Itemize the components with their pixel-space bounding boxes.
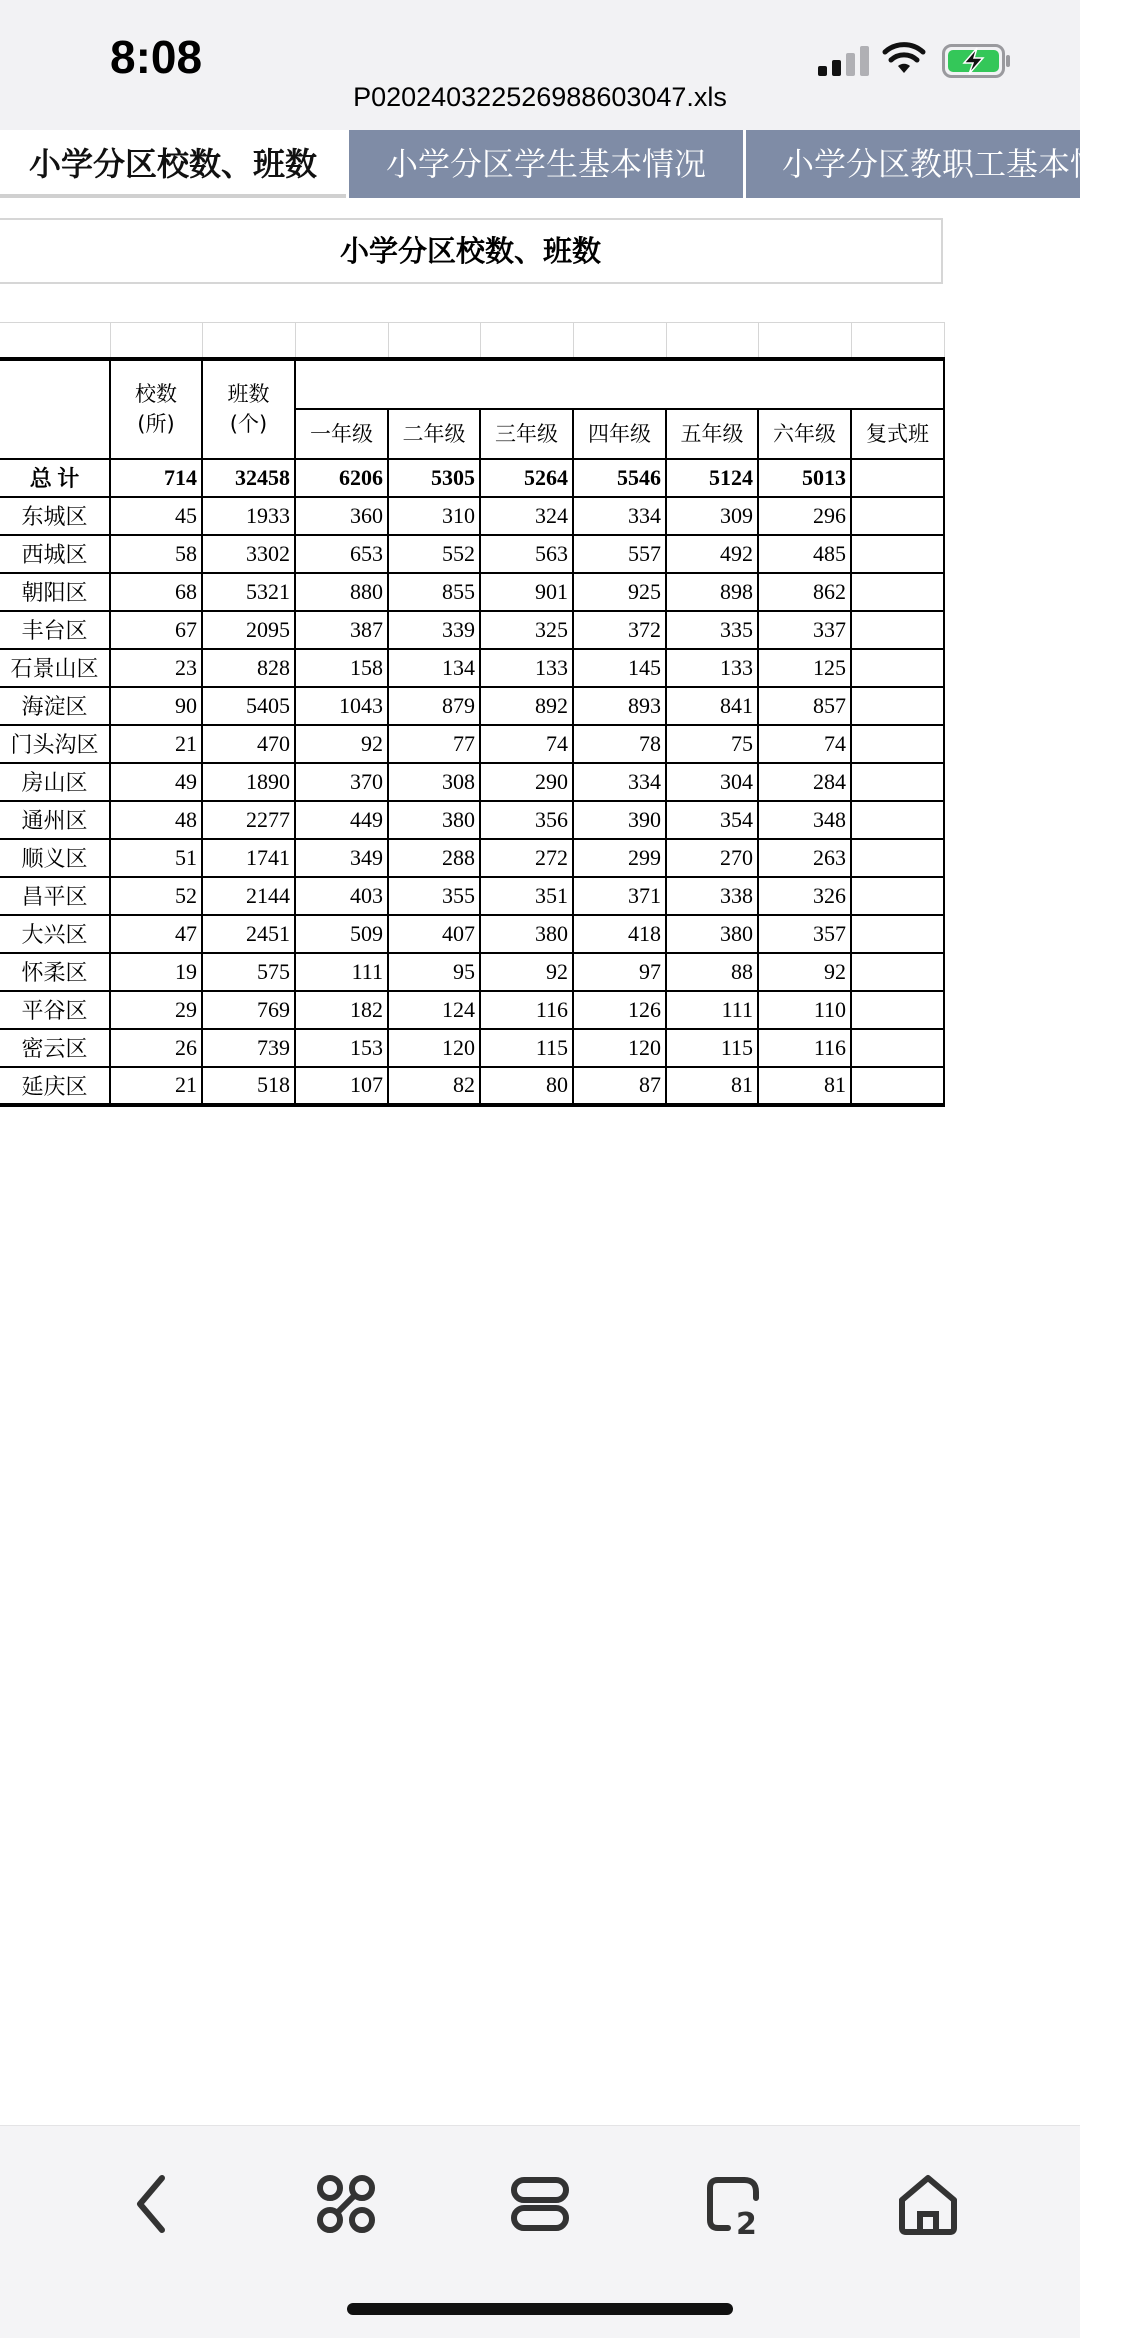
battery-charging-icon: [942, 44, 1012, 78]
cell-g3[interactable]: 116: [480, 991, 573, 1029]
cell-g1[interactable]: 449: [295, 801, 388, 839]
table-row: [0, 801, 944, 839]
cell-g5[interactable]: 81: [666, 1067, 758, 1105]
header-district: [0, 359, 110, 459]
cell-mixed[interactable]: [851, 611, 944, 649]
cell-g4[interactable]: 299: [573, 839, 666, 877]
district-name-cell[interactable]: 平谷区: [0, 991, 110, 1029]
cell-g3[interactable]: 74: [480, 725, 573, 763]
cell-g2[interactable]: 120: [388, 1029, 480, 1067]
cell-g2[interactable]: 879: [388, 687, 480, 725]
cell-g2[interactable]: 134: [388, 649, 480, 687]
wifi-icon: [883, 42, 925, 76]
header-schools: 校数 (所): [110, 359, 202, 459]
tabs-icon[interactable]: [694, 2164, 774, 2244]
cell-schools[interactable]: 26: [110, 1029, 202, 1067]
cell-mixed[interactable]: [851, 649, 944, 687]
cell-schools[interactable]: 67: [110, 611, 202, 649]
header-grade-6: 六年级: [758, 409, 851, 459]
district-name-cell[interactable]: 朝阳区: [0, 573, 110, 611]
cell-g5[interactable]: 492: [666, 535, 758, 573]
cell-g3[interactable]: 92: [480, 953, 573, 991]
cell-g1[interactable]: 360: [295, 497, 388, 535]
cell-g1[interactable]: 92: [295, 725, 388, 763]
district-name-cell[interactable]: 延庆区: [0, 1067, 110, 1105]
cell-g3[interactable]: 115: [480, 1029, 573, 1067]
cell-g4[interactable]: 78: [573, 725, 666, 763]
district-name-cell[interactable]: 门头沟区: [0, 725, 110, 763]
table-row: [0, 953, 944, 991]
cellular-signal-icon: [818, 46, 872, 76]
cell-schools[interactable]: 45: [110, 497, 202, 535]
cell-g2[interactable]: 5305: [388, 459, 480, 497]
cell-g6[interactable]: 125: [758, 649, 851, 687]
table-row: [0, 915, 944, 953]
home-indicator[interactable]: [347, 2303, 733, 2315]
cell-g6[interactable]: 74: [758, 725, 851, 763]
table-row: [0, 725, 944, 763]
cell-classes[interactable]: 1890: [202, 763, 295, 801]
cell-g6[interactable]: 485: [758, 535, 851, 573]
cell-g4[interactable]: 97: [573, 953, 666, 991]
cell-g4[interactable]: 390: [573, 801, 666, 839]
cell-g6[interactable]: 857: [758, 687, 851, 725]
total-row: [0, 459, 944, 497]
district-name-cell[interactable]: 房山区: [0, 763, 110, 801]
table-row: [0, 649, 944, 687]
cell-mixed[interactable]: [851, 1029, 944, 1067]
table-row: [0, 611, 944, 649]
cell-schools[interactable]: 47: [110, 915, 202, 953]
district-name-cell[interactable]: 丰台区: [0, 611, 110, 649]
cell-schools[interactable]: 51: [110, 839, 202, 877]
table-row: [0, 877, 944, 915]
cell-classes[interactable]: 518: [202, 1067, 295, 1105]
cell-g3[interactable]: 563: [480, 535, 573, 573]
cell-g3[interactable]: 380: [480, 915, 573, 953]
sheet-tabs: [0, 130, 1134, 200]
cell-mixed[interactable]: [851, 535, 944, 573]
cell-g1[interactable]: 403: [295, 877, 388, 915]
cell-g3[interactable]: 892: [480, 687, 573, 725]
cell-g5[interactable]: 75: [666, 725, 758, 763]
cell-g5[interactable]: 380: [666, 915, 758, 953]
cell-g1[interactable]: 387: [295, 611, 388, 649]
cell-classes[interactable]: 2144: [202, 877, 295, 915]
cell-g5[interactable]: 115: [666, 1029, 758, 1067]
cell-g1[interactable]: 509: [295, 915, 388, 953]
cell-schools[interactable]: 23: [110, 649, 202, 687]
table-row: [0, 573, 944, 611]
cell-g1[interactable]: 158: [295, 649, 388, 687]
tab-student-info[interactable]: 小学分区学生基本情况: [349, 130, 743, 198]
cell-g2[interactable]: 380: [388, 801, 480, 839]
cell-classes[interactable]: 2277: [202, 801, 295, 839]
tab-count: 2: [736, 2207, 757, 2242]
cell-mixed[interactable]: [851, 1067, 944, 1105]
cell-g6[interactable]: 116: [758, 1029, 851, 1067]
cell-g5[interactable]: 898: [666, 573, 758, 611]
cell-g3[interactable]: 80: [480, 1067, 573, 1105]
cell-mixed[interactable]: [851, 877, 944, 915]
tab-staff-info[interactable]: 小学分区教职工基本情况: [746, 130, 1080, 198]
cell-mixed[interactable]: [851, 991, 944, 1029]
cell-classes[interactable]: 5321: [202, 573, 295, 611]
header-grade-5: 五年级: [666, 409, 758, 459]
table-row: [0, 1067, 944, 1105]
district-name-cell[interactable]: 怀柔区: [0, 953, 110, 991]
table-row: [0, 991, 944, 1029]
sheet-title: 小学分区校数、班数: [0, 218, 943, 284]
district-name-cell[interactable]: 总 计: [0, 459, 110, 497]
cell-g4[interactable]: 925: [573, 573, 666, 611]
table-row: [0, 1029, 944, 1067]
cell-g4[interactable]: 145: [573, 649, 666, 687]
cell-g5[interactable]: 270: [666, 839, 758, 877]
cell-g3[interactable]: 290: [480, 763, 573, 801]
cell-schools[interactable]: 21: [110, 725, 202, 763]
cell-g1[interactable]: 370: [295, 763, 388, 801]
district-name-cell[interactable]: 昌平区: [0, 877, 110, 915]
district-name-cell[interactable]: 大兴区: [0, 915, 110, 953]
cell-mixed[interactable]: [851, 725, 944, 763]
cell-g6[interactable]: 862: [758, 573, 851, 611]
district-name-cell[interactable]: 海淀区: [0, 687, 110, 725]
cell-schools[interactable]: 58: [110, 535, 202, 573]
cell-g6[interactable]: 337: [758, 611, 851, 649]
header-grade-2: 二年级: [388, 409, 480, 459]
header-row: [0, 359, 944, 409]
cell-g6[interactable]: 110: [758, 991, 851, 1029]
district-name-cell[interactable]: 东城区: [0, 497, 110, 535]
cell-g3[interactable]: 356: [480, 801, 573, 839]
cell-g4[interactable]: 893: [573, 687, 666, 725]
cell-g6[interactable]: 263: [758, 839, 851, 877]
header-grade-1: 一年级: [295, 409, 388, 459]
cell-g6[interactable]: 5013: [758, 459, 851, 497]
cell-classes[interactable]: 2451: [202, 915, 295, 953]
cell-classes[interactable]: 2095: [202, 611, 295, 649]
cell-g2[interactable]: 308: [388, 763, 480, 801]
cell-mixed[interactable]: [851, 763, 944, 801]
cell-g2[interactable]: 124: [388, 991, 480, 1029]
table-row: [0, 839, 944, 877]
cell-g1[interactable]: 182: [295, 991, 388, 1029]
header-classes: 班数 (个): [202, 359, 295, 459]
cell-g4[interactable]: 418: [573, 915, 666, 953]
cell-g3[interactable]: 325: [480, 611, 573, 649]
cell-g6[interactable]: 357: [758, 915, 851, 953]
cell-g4[interactable]: 5546: [573, 459, 666, 497]
cell-g6[interactable]: 284: [758, 763, 851, 801]
cell-g5[interactable]: 5124: [666, 459, 758, 497]
cell-g3[interactable]: 272: [480, 839, 573, 877]
cell-mixed[interactable]: [851, 687, 944, 725]
district-name-cell[interactable]: 西城区: [0, 535, 110, 573]
cell-g3[interactable]: 901: [480, 573, 573, 611]
cell-classes[interactable]: 769: [202, 991, 295, 1029]
cell-g2[interactable]: 339: [388, 611, 480, 649]
cell-mixed[interactable]: [851, 459, 944, 497]
cell-g4[interactable]: 334: [573, 497, 666, 535]
cell-g5[interactable]: 335: [666, 611, 758, 649]
cell-g2[interactable]: 310: [388, 497, 480, 535]
cell-g2[interactable]: 407: [388, 915, 480, 953]
header-grade-4: 四年级: [573, 409, 666, 459]
cell-g5[interactable]: 338: [666, 877, 758, 915]
cell-g4[interactable]: 372: [573, 611, 666, 649]
cell-g4[interactable]: 126: [573, 991, 666, 1029]
cell-g4[interactable]: 87: [573, 1067, 666, 1105]
cell-g2[interactable]: 855: [388, 573, 480, 611]
cell-g2[interactable]: 95: [388, 953, 480, 991]
cell-mixed[interactable]: [851, 573, 944, 611]
cell-g6[interactable]: 296: [758, 497, 851, 535]
cell-g2[interactable]: 82: [388, 1067, 480, 1105]
table-row: [0, 763, 944, 801]
cell-g6[interactable]: 81: [758, 1067, 851, 1105]
cell-g5[interactable]: 111: [666, 991, 758, 1029]
cell-g2[interactable]: 552: [388, 535, 480, 573]
cell-schools[interactable]: 29: [110, 991, 202, 1029]
header-grade-3: 三年级: [480, 409, 573, 459]
home-icon[interactable]: [888, 2164, 968, 2244]
cell-g1[interactable]: 880: [295, 573, 388, 611]
cell-mixed[interactable]: [851, 497, 944, 535]
table-body: [0, 459, 944, 1105]
chevron-left-icon[interactable]: [112, 2164, 192, 2244]
cell-schools[interactable]: 19: [110, 953, 202, 991]
table-row: [0, 497, 944, 535]
cell-g2[interactable]: 77: [388, 725, 480, 763]
stack-icon[interactable]: [500, 2164, 580, 2244]
cell-g1[interactable]: 107: [295, 1067, 388, 1105]
cell-g3[interactable]: 324: [480, 497, 573, 535]
cell-classes[interactable]: 5405: [202, 687, 295, 725]
cell-schools[interactable]: 90: [110, 687, 202, 725]
cell-g1[interactable]: 1043: [295, 687, 388, 725]
cell-g5[interactable]: 309: [666, 497, 758, 535]
cell-mixed[interactable]: [851, 839, 944, 877]
command-icon[interactable]: [306, 2164, 386, 2244]
table-row: [0, 535, 944, 573]
cell-schools[interactable]: 68: [110, 573, 202, 611]
table-row: [0, 687, 944, 725]
cell-schools[interactable]: 49: [110, 763, 202, 801]
district-name-cell[interactable]: 石景山区: [0, 649, 110, 687]
cell-g5[interactable]: 841: [666, 687, 758, 725]
cell-mixed[interactable]: [851, 953, 944, 991]
cell-g1[interactable]: 349: [295, 839, 388, 877]
cell-schools[interactable]: 52: [110, 877, 202, 915]
cell-classes[interactable]: 828: [202, 649, 295, 687]
cell-g1[interactable]: 653: [295, 535, 388, 573]
cell-mixed[interactable]: [851, 801, 944, 839]
cell-g5[interactable]: 88: [666, 953, 758, 991]
cell-classes[interactable]: 3302: [202, 535, 295, 573]
cell-schools[interactable]: 714: [110, 459, 202, 497]
cell-classes[interactable]: 575: [202, 953, 295, 991]
cell-mixed[interactable]: [851, 915, 944, 953]
cell-g6[interactable]: 348: [758, 801, 851, 839]
district-name-cell[interactable]: 通州区: [0, 801, 110, 839]
cell-g6[interactable]: 326: [758, 877, 851, 915]
district-name-cell[interactable]: 密云区: [0, 1029, 110, 1067]
status-bar: [0, 0, 1080, 130]
cell-g2[interactable]: 355: [388, 877, 480, 915]
cell-g1[interactable]: 111: [295, 953, 388, 991]
data-table: [0, 322, 945, 1107]
document-filename: P020240322526988603047.xls: [353, 82, 727, 112]
cell-classes[interactable]: 1933: [202, 497, 295, 535]
tab-school-class-count[interactable]: 小学分区校数、班数: [0, 130, 346, 198]
cell-g3[interactable]: 351: [480, 877, 573, 915]
cell-g1[interactable]: 6206: [295, 459, 388, 497]
district-name-cell[interactable]: 顺义区: [0, 839, 110, 877]
cell-classes[interactable]: 32458: [202, 459, 295, 497]
cell-g6[interactable]: 92: [758, 953, 851, 991]
cell-g5[interactable]: 354: [666, 801, 758, 839]
cell-g4[interactable]: 371: [573, 877, 666, 915]
cell-classes[interactable]: 739: [202, 1029, 295, 1067]
clock: 8:08: [110, 31, 203, 83]
empty-row: [0, 323, 944, 359]
cell-classes[interactable]: 1741: [202, 839, 295, 877]
cell-g3[interactable]: 5264: [480, 459, 573, 497]
cell-g4[interactable]: 557: [573, 535, 666, 573]
cell-schools[interactable]: 21: [110, 1067, 202, 1105]
cell-schools[interactable]: 48: [110, 801, 202, 839]
cell-g3[interactable]: 133: [480, 649, 573, 687]
cell-g4[interactable]: 120: [573, 1029, 666, 1067]
cell-g5[interactable]: 133: [666, 649, 758, 687]
cell-g2[interactable]: 288: [388, 839, 480, 877]
header-grade-group: [295, 359, 944, 409]
header-mixed-class: 复式班: [851, 409, 944, 459]
cell-g5[interactable]: 304: [666, 763, 758, 801]
cell-g1[interactable]: 153: [295, 1029, 388, 1067]
cell-g4[interactable]: 334: [573, 763, 666, 801]
cell-classes[interactable]: 470: [202, 725, 295, 763]
